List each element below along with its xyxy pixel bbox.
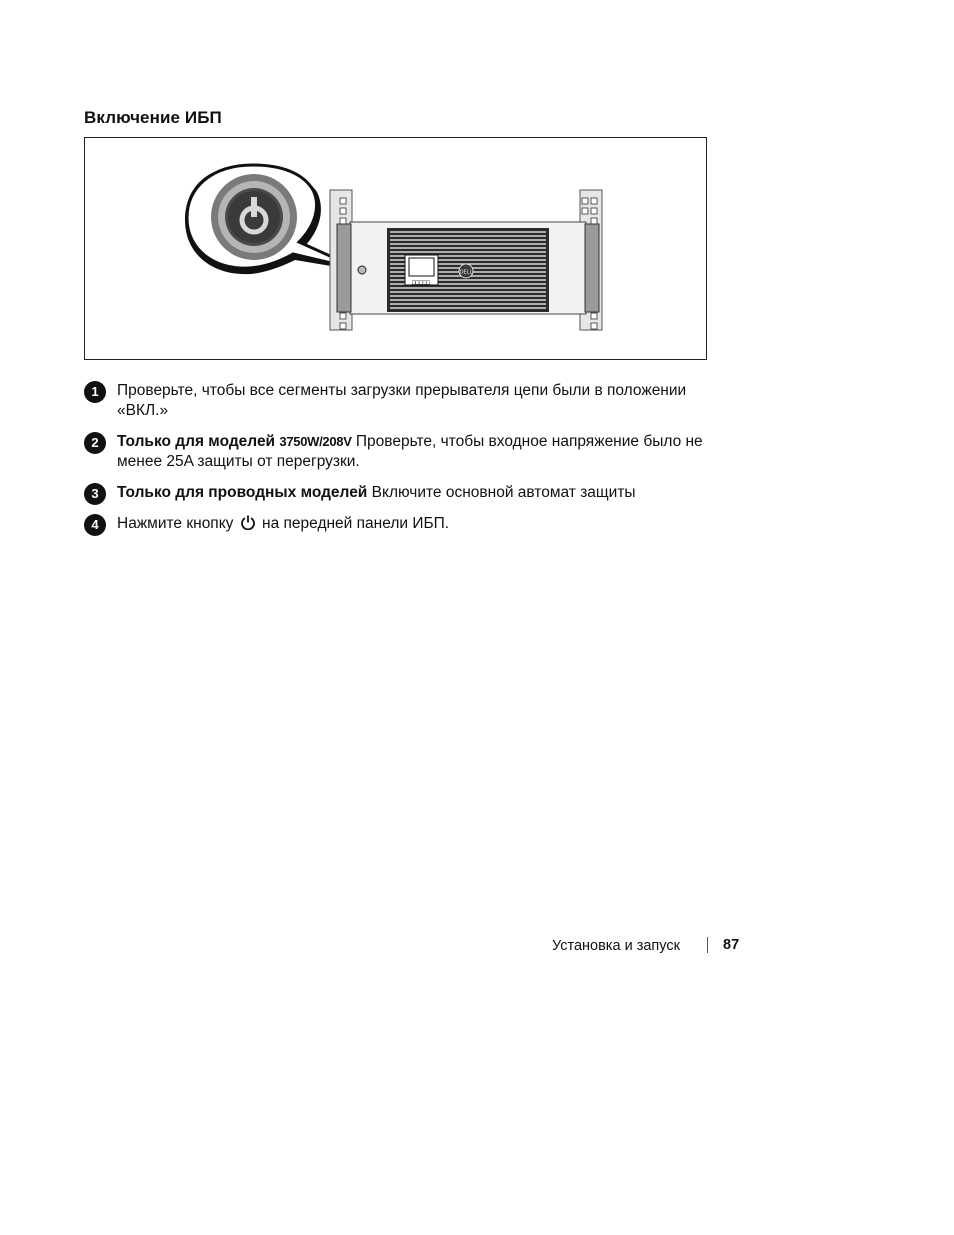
- ups-figure: [84, 137, 707, 360]
- step-bold-prefix: Только для моделей: [117, 433, 276, 450]
- step-number: 1: [84, 381, 106, 403]
- step-number: 3: [84, 483, 106, 505]
- steps-list: [84, 381, 724, 545]
- footer-separator: [707, 937, 708, 953]
- step-text: Проверьте, чтобы все сегменты загрузки прерывателя цепи были в положении «ВКЛ.»: [117, 382, 687, 419]
- step-text-before: Нажмите кнопку: [117, 515, 234, 532]
- model-number: 3750W/208V: [279, 434, 352, 449]
- footer-chapter: Установка и запуск: [552, 938, 680, 954]
- step-number: 2: [84, 432, 106, 454]
- step-3: [84, 483, 724, 503]
- step-bold-prefix: Только для проводных моделей: [117, 484, 368, 501]
- step-number: 4: [84, 514, 106, 536]
- ups-illustration: [85, 138, 708, 361]
- lcd-display: [405, 255, 438, 286]
- step-text-after: на передней панели ИБП.: [262, 515, 450, 532]
- step-1: [84, 381, 724, 421]
- step-text: Включите основной автомат защиты: [371, 484, 636, 501]
- step-text: Проверьте, чтобы входное напряжение было не менее 25A защиты от перегрузки.: [117, 433, 703, 470]
- dell-logo: [459, 264, 473, 278]
- section-title: Включение ИБП: [84, 108, 222, 127]
- power-icon: [240, 514, 256, 530]
- svg-text:□□□□□: □□□□□: [411, 279, 431, 286]
- step-2: [84, 432, 724, 472]
- ups-power-button: [358, 266, 366, 274]
- page-number: 87: [723, 937, 740, 953]
- power-button-magnified: [211, 174, 297, 260]
- step-4: [84, 514, 724, 534]
- svg-text:DELL: DELL: [459, 269, 473, 276]
